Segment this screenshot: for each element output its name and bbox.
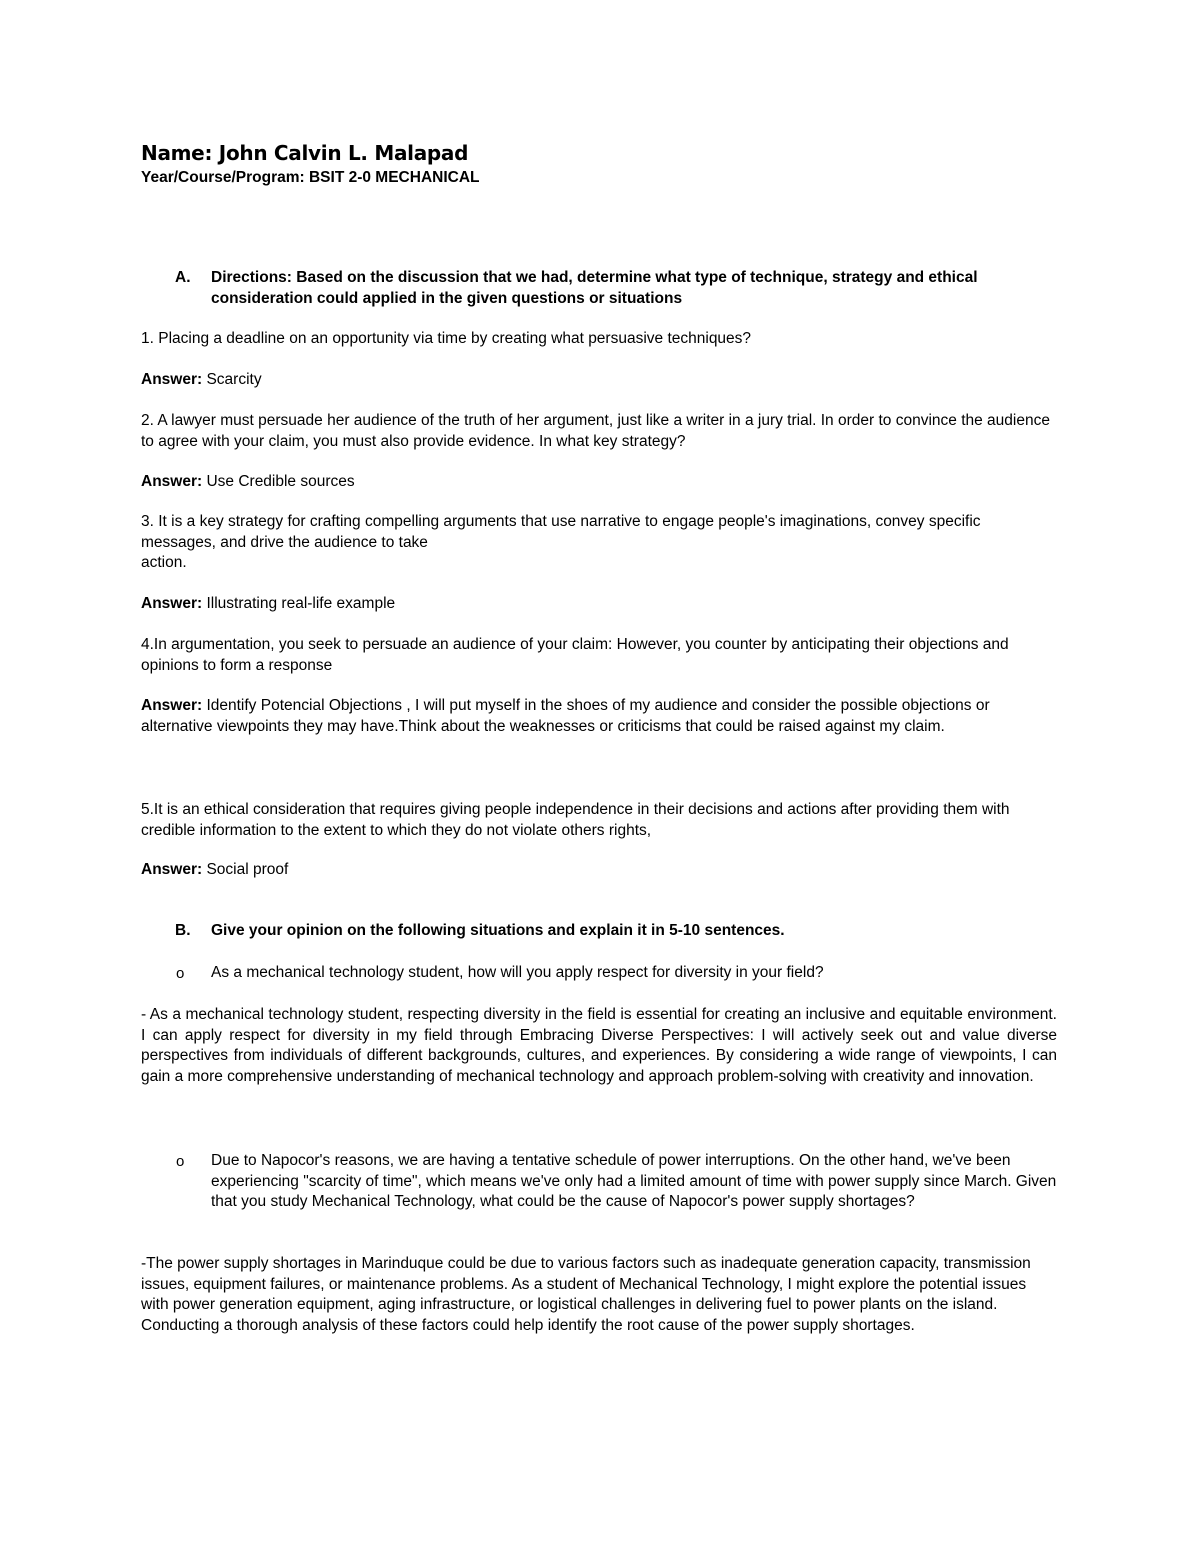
answer-label: Answer: xyxy=(141,861,203,878)
answer-3 xyxy=(141,594,1061,615)
answer-5 xyxy=(141,860,1061,881)
question-1: 1. Placing a deadline on an opportunity via time by creating what persuasive techniques? xyxy=(141,330,752,347)
bullet-icon: o xyxy=(176,965,185,982)
question-3-continued: action. xyxy=(141,554,187,571)
answer-1-text: Scarcity xyxy=(202,371,262,388)
answer-4-text: Identify Potencial Objections , I will put myself in the shoes of my audience and consider the possible objections or alternative viewpoints they may have.Think about the weaknesses or criticisms that could be raised against my claim. xyxy=(141,697,990,735)
situation-1-prompt: As a mechanical technology student, how will you apply respect for diversity in your field? xyxy=(211,964,824,981)
situation-1-response: - As a mechanical technology student, respecting diversity in the field is essential for creating an inclusive and equitable environment. I can apply respect for diversity in my field through Embracing Diverse Perspectives: I will actively seek out and value diverse perspectives from individuals of different backgrounds, cultures, and experiences. By considering a wide range of viewpoints, I can gain a more comprehensive understanding of mechanical technology and approach problem-solving with creativity and innovation. xyxy=(141,1006,1057,1085)
answer-3-text: Illustrating real-life example xyxy=(202,595,396,612)
answer-label: Answer: xyxy=(141,595,203,612)
answer-2 xyxy=(141,472,1061,493)
section-a-directions: Directions: Based on the discussion that we had, determine what type of technique, strategy and ethical consideration could applied in the given questions or situations xyxy=(211,269,978,307)
answer-2-text: Use Credible sources xyxy=(202,473,355,490)
section-b-label: B. xyxy=(175,922,191,939)
bullet-icon: o xyxy=(176,1153,185,1170)
student-name: Name: John Calvin L. Malapad xyxy=(141,141,469,165)
question-3: 3. It is a key strategy for crafting compelling arguments that use narrative to engage people's imaginations, convey specific messages, and drive the audience to take xyxy=(141,513,981,551)
answer-4 xyxy=(141,696,1041,737)
situation-2-prompt: Due to Napocor's reasons, we are having a tentative schedule of power interruptions. On the other hand, we've been experiencing "scarcity of time", which means we've only had a limited amount of time with power supply since March. Given that you study Mechanical Technology, what could be the cause of Napocor's power supply shortages? xyxy=(211,1152,1057,1210)
section-a-label: A. xyxy=(175,269,191,286)
answer-1 xyxy=(141,370,1061,391)
question-4: 4.In argumentation, you seek to persuade an audience of your claim: However, you counter by anticipating their objections and opinions to form a response xyxy=(141,636,1009,674)
answer-label: Answer: xyxy=(141,371,203,388)
section-b-title: Give your opinion on the following situations and explain it in 5-10 sentences. xyxy=(211,922,785,939)
answer-5-text: Social proof xyxy=(202,861,289,878)
question-2: 2. A lawyer must persuade her audience of the truth of her argument, just like a writer in a jury trial. In order to convince the audience to agree with your claim, you must also provide evidence. In what key strategy? xyxy=(141,412,1050,450)
answer-label: Answer: xyxy=(141,473,203,490)
answer-label: Answer: xyxy=(141,697,203,714)
situation-2-response: -The power supply shortages in Marinduque could be due to various factors such as inadequate generation capacity, transmission issues, equipment failures, or maintenance problems. As a student of Mechanical Technology, I might explore the potential issues with power generation equipment, aging infrastructure, or logistical challenges in delivering fuel to power plants on the island. Conducting a thorough analysis of these factors could help identify the root cause of the power supply shortages. xyxy=(141,1255,1031,1334)
year-course-program: Year/Course/Program: BSIT 2-0 MECHANICAL xyxy=(141,169,480,186)
question-5: 5.It is an ethical consideration that requires giving people independence in their decisions and actions after providing them with credible information to the extent to which they do not violate others rights, xyxy=(141,801,1010,839)
